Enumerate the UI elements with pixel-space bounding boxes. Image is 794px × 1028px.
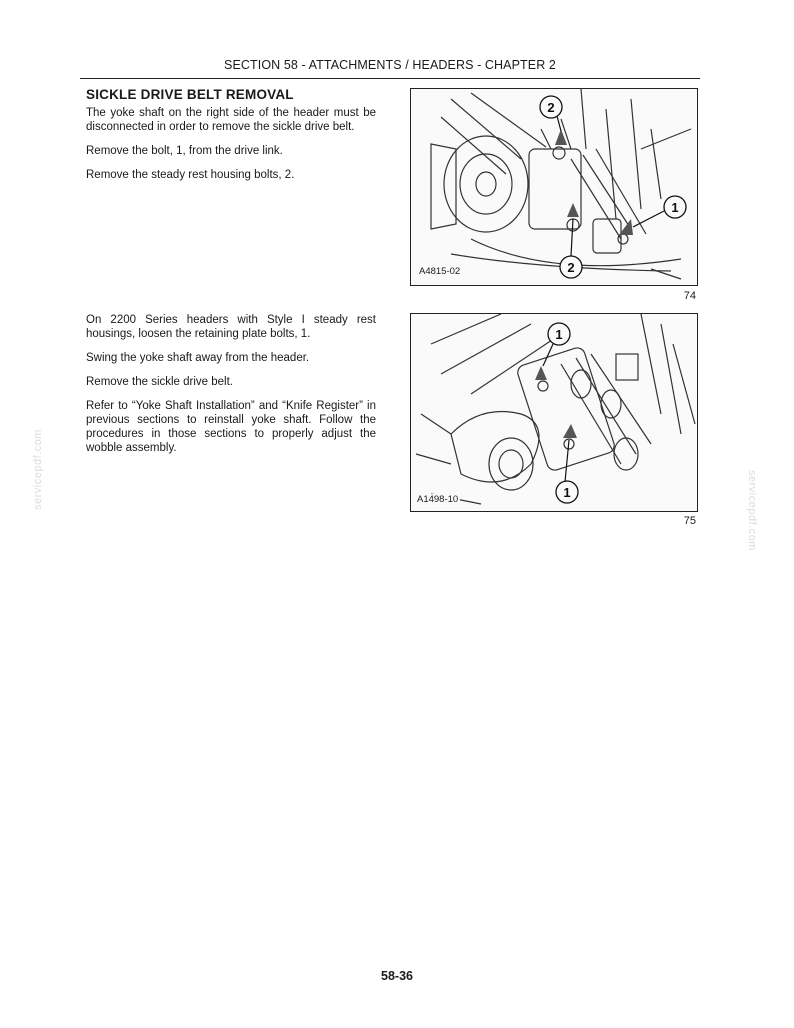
paragraph: On 2200 Series headers with Style I steady rest housings, loosen the retaining plate bolts, 1. (86, 314, 376, 340)
section-header: SECTION 58 - ATTACHMENTS / HEADERS - CHAPTER 2 (224, 58, 556, 72)
figure-code: A4815-02 (419, 266, 461, 277)
header-divider (80, 78, 700, 79)
paragraph: Remove the bolt, 1, from the drive link. (86, 145, 283, 157)
callout-label: 2 (567, 260, 575, 275)
page-number: 58-36 (381, 969, 413, 983)
paragraph: Remove the steady rest housing bolts, 2. (86, 169, 295, 181)
text-block-2 (86, 313, 376, 465)
callout-label: 2 (547, 100, 555, 115)
callout-label: 1 (671, 200, 679, 215)
paragraph: The yoke shaft on the right side of the header must be disconnected in order to remove the sickle drive belt. (86, 107, 376, 133)
paragraph: Swing the yoke shaft away from the header. (86, 352, 310, 364)
figure-number: 75 (683, 515, 696, 527)
watermark: servicepdf.com (746, 470, 758, 551)
figure-75-illustration (410, 313, 698, 512)
callout-label: 1 (555, 327, 563, 342)
text-block-1 (86, 88, 376, 192)
callout-label: 1 (563, 485, 571, 500)
paragraph: Refer to “Yoke Shaft Installation” and “Knife Register” in previous sections to reinstall yoke shaft. Follow the procedures in those sections to properly adjust the wobble assembly. (86, 400, 376, 454)
figure-number: 74 (683, 290, 696, 302)
section-title: SICKLE DRIVE BELT REMOVAL (86, 87, 294, 102)
retaining-plate-drawing (411, 314, 697, 511)
figure-code: A1498-10 (417, 494, 459, 505)
yoke-shaft-drawing (411, 89, 697, 285)
paragraph: Remove the sickle drive belt. (86, 376, 234, 388)
watermark: servicepdf.com (32, 429, 44, 510)
figure-74-illustration (410, 88, 698, 286)
